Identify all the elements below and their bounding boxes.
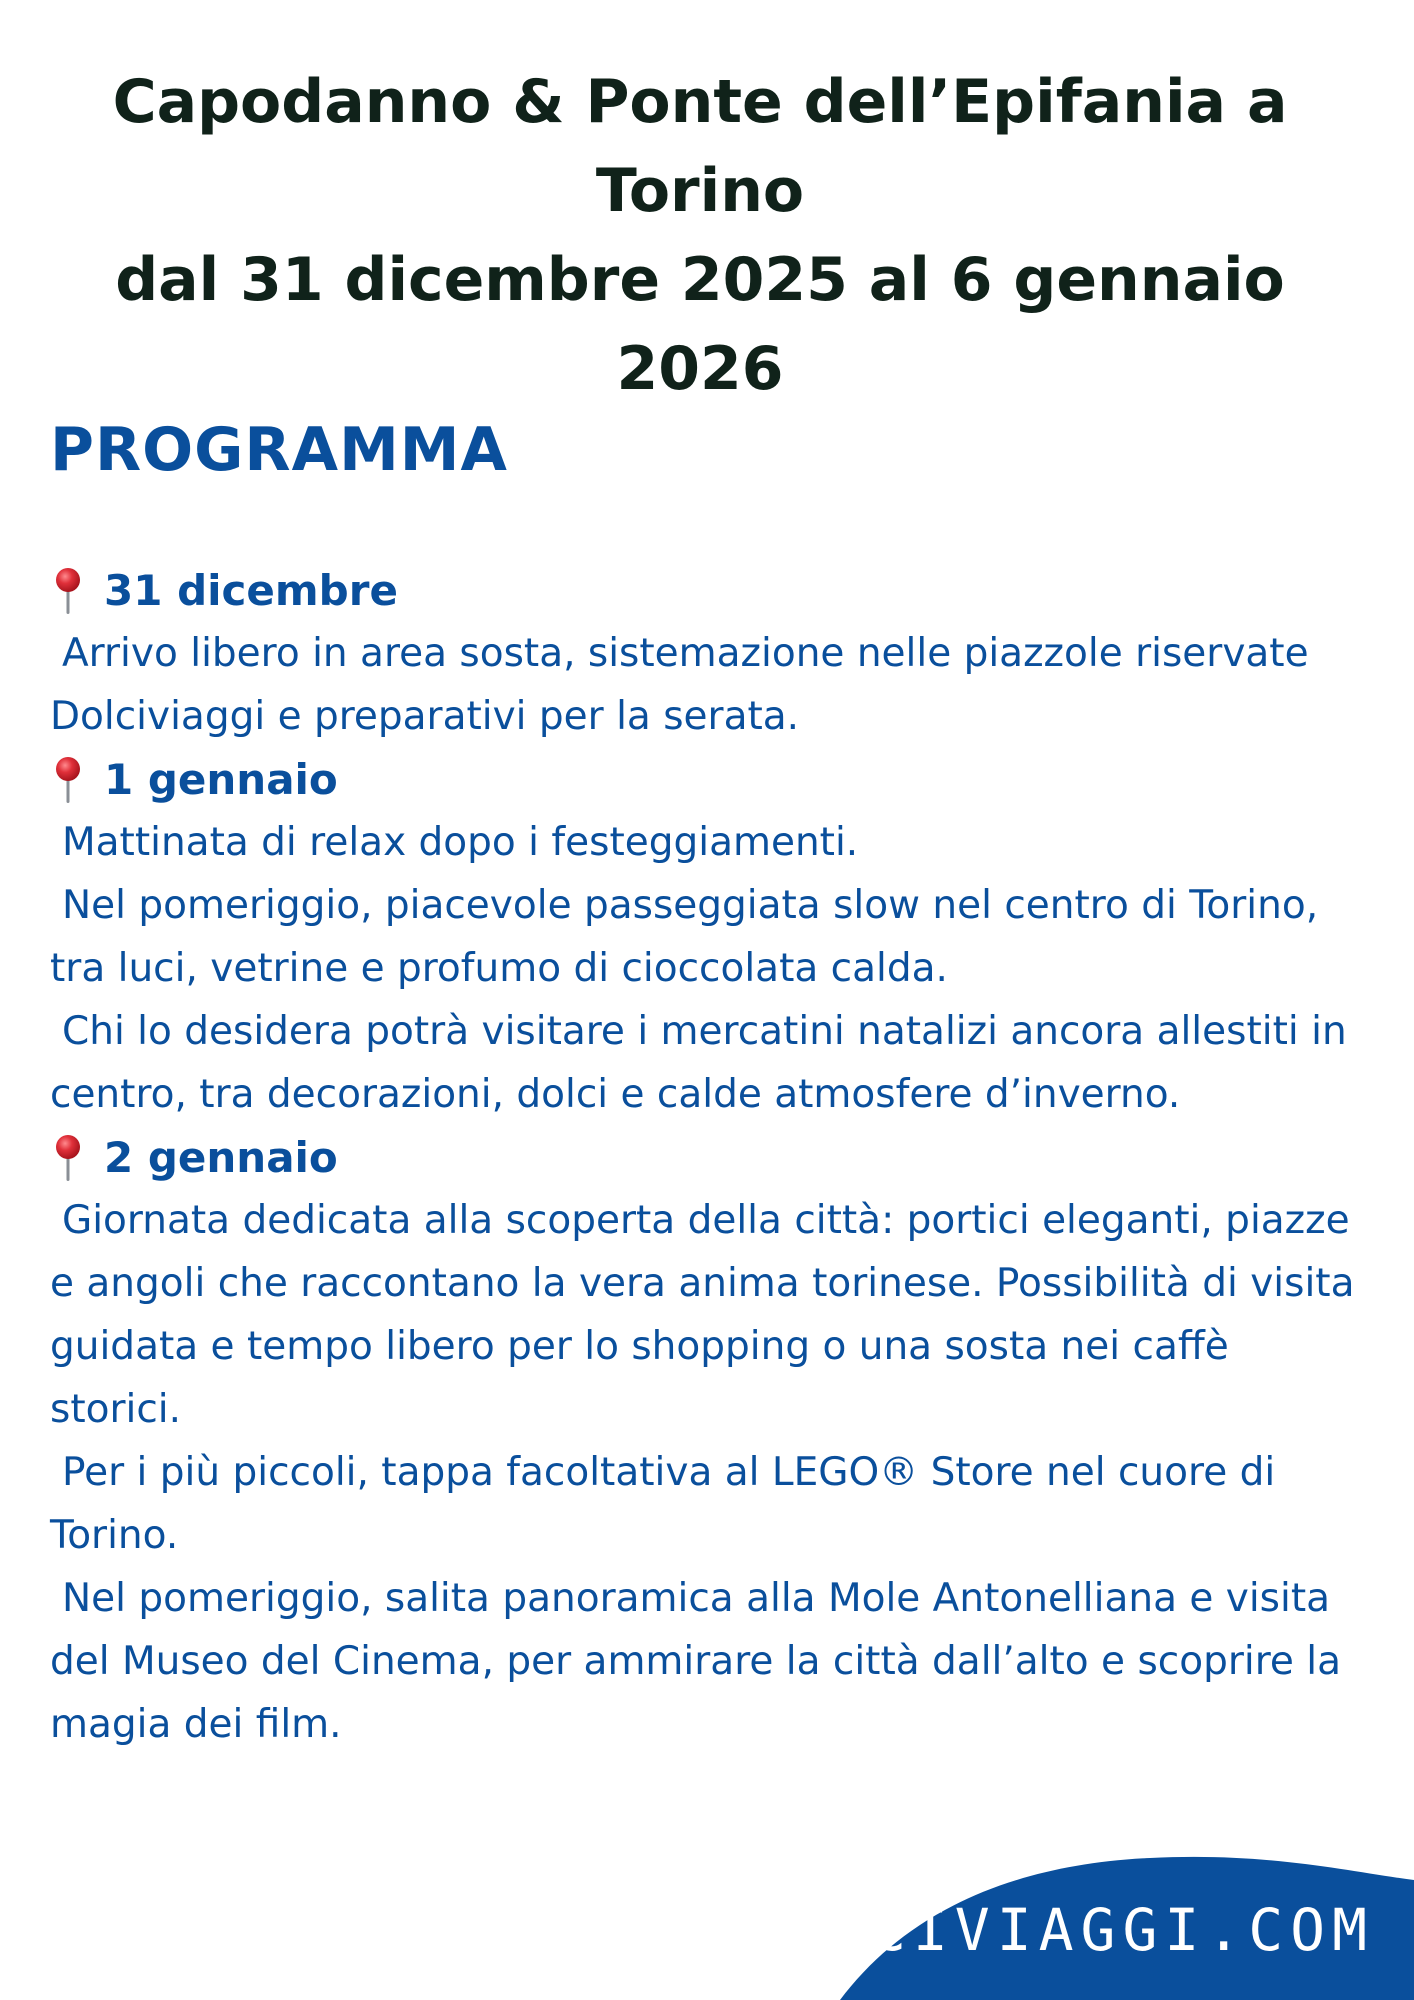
day-paragraph: Mattinata di relax dopo i festeggiamenti.: [62, 820, 859, 865]
day-title: 31 dicembre: [104, 566, 398, 615]
title-line-1: Capodanno & Ponte dell’Epifania a: [112, 67, 1288, 137]
day-paragraph: Per i più piccoli, tappa facoltativa al LEGO® Store nel cuore di Torino.: [50, 1450, 1276, 1558]
program-heading: PROGRAMMA: [50, 415, 508, 485]
day-paragraph: Nel pomeriggio, salita panoramica alla Mole Antonelliana e visita del Museo del Cinema, per ammirare la città dall’alto e scoprire la magia dei film.: [50, 1576, 1341, 1747]
day-title: 1 gennaio: [104, 755, 338, 804]
day-paragraph: Giornata dedicata alla scoperta della città: portici eleganti, piazze e angoli che raccontano la vera anima torinese. Possibilità di visita guidata e tempo libero per lo shopping o una sosta nei caffè storici.: [50, 1198, 1355, 1432]
day-paragraph: Chi lo desidera potrà visitare i mercatini natalizi ancora allestiti in centro, tra decorazioni, dolci e calde atmosfere d’inverno.: [50, 1009, 1347, 1117]
title-line-2: Torino: [595, 156, 805, 226]
website-link[interactable]: DOLCIVIAGGI.COM: [745, 1896, 1374, 1964]
day-title: 2 gennaio: [104, 1133, 338, 1182]
title-line-3: dal 31 dicembre 2025 al 6 gennaio 2026: [115, 245, 1285, 404]
day-paragraph: Nel pomeriggio, piacevole passeggiata slow nel centro di Torino, tra luci, vetrine e profumo di cioccolata calda.: [50, 883, 1319, 991]
day-paragraph: Arrivo libero in area sosta, sistemazione nelle piazzole riservate Dolciviaggi e preparativi per la serata.: [50, 631, 1309, 739]
